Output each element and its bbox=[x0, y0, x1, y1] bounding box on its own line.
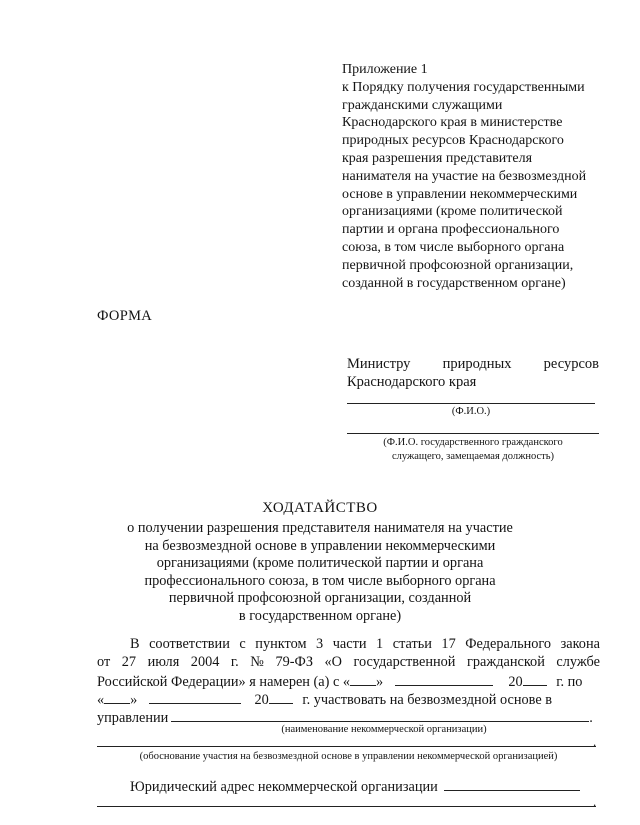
body-word: 17 bbox=[441, 636, 456, 652]
appendix-line: нанимателя на участие на безвозмездной bbox=[342, 168, 587, 184]
start-day-field[interactable] bbox=[350, 672, 376, 686]
addressee-word: ресурсов bbox=[543, 356, 599, 372]
body-word: гражданской bbox=[466, 654, 545, 670]
body-word: закона bbox=[560, 636, 600, 652]
employee-caption-line: (Ф.И.О. государственного гражданского bbox=[383, 437, 563, 448]
org-caption: (наименование некоммерческой организации) bbox=[281, 724, 487, 735]
legal-address-continuation-line[interactable] bbox=[97, 806, 596, 807]
body-word: 2004 bbox=[190, 654, 220, 670]
appendix-line: Приложение 1 bbox=[342, 62, 428, 77]
body-word: службе bbox=[556, 654, 600, 670]
subtitle-line: на безвозмездной основе в управлении некоммерческими bbox=[144, 537, 496, 554]
end-day-close: » bbox=[130, 692, 138, 708]
appendix-line: партии и органа профессионального bbox=[342, 222, 560, 238]
appendix-line: края разрешения представителя bbox=[342, 150, 533, 166]
body-word: Федерального bbox=[465, 636, 552, 652]
body-word: государственной bbox=[353, 654, 456, 670]
body-line-2 bbox=[97, 654, 600, 672]
appendix-line: созданной в государственном органе) bbox=[342, 275, 566, 291]
start-month-field[interactable] bbox=[395, 672, 493, 686]
body-word: пунктом bbox=[255, 636, 307, 652]
subtitle-line: о получении разрешения представителя нанимателя на участие bbox=[127, 520, 513, 536]
subtitle-line: организациями (кроме политической партии и органа bbox=[156, 555, 484, 572]
petition-title: ХОДАТАЙСТВО bbox=[262, 500, 378, 516]
body-word: В bbox=[130, 636, 140, 652]
employee-field-line[interactable] bbox=[347, 433, 599, 434]
addressee-block bbox=[347, 355, 599, 391]
addressee-line-1 bbox=[347, 355, 599, 373]
appendix-header bbox=[342, 61, 604, 292]
body-line-3 bbox=[97, 672, 600, 692]
addressee-word: Министру bbox=[347, 356, 411, 372]
body-line-7 bbox=[97, 777, 633, 797]
body-line-1 bbox=[97, 636, 600, 654]
subtitle-line: первичной профсоюзной организации, созданной bbox=[168, 590, 472, 607]
body-word: соответствии bbox=[149, 636, 230, 652]
body-word: статьи bbox=[392, 636, 432, 652]
justification-field-line[interactable] bbox=[97, 746, 596, 747]
body-line-4 bbox=[97, 690, 600, 710]
line-end-dot: . bbox=[593, 794, 597, 809]
end-day-field[interactable] bbox=[104, 690, 130, 704]
start-year-prefix: 20 bbox=[508, 674, 523, 690]
petition-subtitle bbox=[0, 520, 640, 626]
employee-caption-line: служащего, замещаемая должность) bbox=[391, 451, 555, 462]
subtitle-line: профессионального союза, в том числе выборного органа bbox=[144, 572, 496, 589]
body-word: № bbox=[250, 654, 264, 670]
appendix-line: к Порядку получения государственными bbox=[342, 79, 585, 95]
addressee-word: природных bbox=[442, 356, 512, 372]
appendix-line: основе в управлении некоммерческими bbox=[342, 186, 578, 202]
body-word: 27 bbox=[121, 654, 137, 670]
form-label: ФОРМА bbox=[97, 308, 153, 324]
appendix-line: природных ресурсов Краснодарского bbox=[342, 133, 564, 149]
body-word: 3 bbox=[316, 636, 324, 652]
appendix-line: Краснодарского края в министерстве bbox=[342, 115, 563, 131]
start-year-suffix: г. по bbox=[556, 674, 583, 690]
legal-address-field[interactable] bbox=[444, 777, 580, 791]
body-word: от bbox=[97, 654, 111, 670]
legal-address-label: Юридический адрес некоммерческой организации bbox=[130, 779, 438, 795]
appendix-line: союза, в том числе выборного органа bbox=[342, 239, 565, 255]
subtitle-line: в государственном органе) bbox=[238, 607, 402, 624]
end-month-field[interactable] bbox=[149, 690, 241, 704]
employee-caption bbox=[347, 436, 599, 464]
participation-text: г. участвовать на безвозмездной основе в bbox=[302, 692, 553, 708]
end-year-field[interactable] bbox=[269, 690, 293, 704]
appendix-line: гражданскими служащими bbox=[342, 97, 503, 113]
addressee-line-2: Краснодарского края bbox=[347, 374, 477, 390]
management-label: управлении bbox=[97, 710, 169, 726]
start-date-intro: Российской Федерации» я намерен (а) с « bbox=[97, 674, 351, 690]
fio-field-line[interactable] bbox=[347, 403, 595, 404]
organization-name-field[interactable] bbox=[171, 708, 589, 722]
start-year-field[interactable] bbox=[523, 672, 547, 686]
body-word: 79-ФЗ bbox=[275, 654, 313, 670]
justification-caption: (обоснование участия на безвозмездной основе в управлении некоммерческой организацией) bbox=[139, 751, 558, 762]
start-day-close: » bbox=[376, 674, 384, 690]
body-word: 1 bbox=[376, 636, 384, 652]
body-word: части bbox=[332, 636, 367, 652]
appendix-line: организациями (кроме политической bbox=[342, 204, 563, 220]
body-word: «О bbox=[324, 654, 342, 670]
line-end-dot: . bbox=[589, 710, 593, 726]
line-end-dot: . bbox=[593, 734, 597, 749]
appendix-line: первичной профсоюзной организации, bbox=[342, 257, 574, 273]
body-word: с bbox=[239, 636, 246, 652]
end-day-open: « bbox=[97, 692, 105, 708]
body-word: июля bbox=[147, 654, 180, 670]
body-word: г. bbox=[230, 654, 239, 670]
fio-caption: (Ф.И.О.) bbox=[451, 406, 491, 417]
end-year-prefix: 20 bbox=[254, 692, 269, 708]
